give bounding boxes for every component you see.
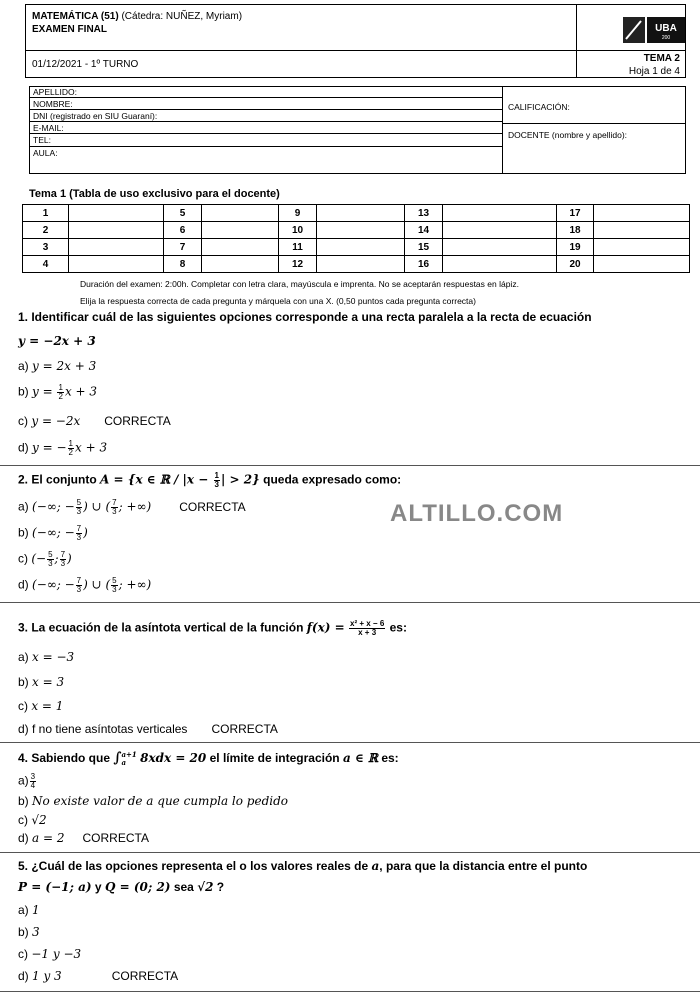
watermark: ALTILLO.COM xyxy=(390,500,564,527)
q1-option-b[interactable]: b) y = $\frac{1}{2}$ x + 3 xyxy=(18,383,98,401)
q2-statement: 2. El conjunto A = {x ∈ ℝ / |x − $\frac{1}{3}$ | > 2} queda expresado como: xyxy=(18,471,402,489)
q1-statement: 1. Identificar cuál de las siguientes opciones corresponde a una recta paralela a la recta de ecuación xyxy=(18,310,592,324)
q5-option-c[interactable]: c) −1 y −3 xyxy=(18,947,82,961)
q4-option-a[interactable]: a) $\frac{3}{4}$ xyxy=(18,772,36,790)
correct-mark: CORRECTA xyxy=(104,414,171,428)
docente-label: DOCENTE (nombre y apellido): xyxy=(508,130,628,140)
uba-logo xyxy=(623,17,685,43)
table-title: Tema 1 (Tabla de uso exclusivo para el docente) xyxy=(29,188,280,200)
q2-option-a[interactable]: a) (−∞; − $\frac{5}{3}$ ) ∪ ( $\frac{7}{3}$ ; +∞) CORRECTA xyxy=(18,498,246,516)
field-nombre: NOMBRE: xyxy=(30,99,502,110)
tema-label: TEMA 2 xyxy=(643,53,680,64)
instructions-duration: Duración del examen: 2:00h. Completar con letra clara, mayúscula e imprenta. No se aceptarán respuestas en lápiz. xyxy=(80,279,519,289)
q1-option-a[interactable]: a) y = 2x + 3 xyxy=(18,359,97,373)
grading-table xyxy=(22,204,690,273)
student-form xyxy=(29,86,686,174)
exam-header xyxy=(25,4,686,78)
instructions-answer: Elija la respuesta correcta de cada pregunta y márquela con una X. (0,50 puntos cada pregunta correcta) xyxy=(80,296,476,306)
svg-text:200: 200 xyxy=(661,35,671,41)
field-dni: DNI (registrado en SIU Guaraní): xyxy=(30,111,502,122)
q1-option-c[interactable]: c) y = −2x CORRECTA xyxy=(18,414,171,428)
q4-statement: 4. Sabiendo que ∫ a+1 a 8xdx = 20 el límite de integración a ∈ ℝ es: xyxy=(18,749,399,767)
course-title: MATEMÁTICA (51) (Cátedra: NUÑEZ, Myriam) xyxy=(32,11,243,22)
q4-option-c[interactable]: c) √2 xyxy=(18,813,47,827)
page-indicator: Hoja 1 de 4 xyxy=(628,66,680,77)
q5-option-d[interactable]: d) 1 y 3 CORRECTA xyxy=(18,969,179,983)
q5-statement: 5. ¿Cuál de las opciones representa el o los valores reales de a, para que la distancia entre el punto xyxy=(18,859,588,873)
calificacion-label: CALIFICACIÓN: xyxy=(508,102,570,112)
table-row: 3 7 11 15 19 xyxy=(23,239,690,256)
exam-date: 01/12/2021 - 1º TURNO xyxy=(32,59,139,70)
correct-mark: CORRECTA xyxy=(211,722,278,736)
q4-option-d[interactable]: d) a = 2 CORRECTA xyxy=(18,831,149,845)
exam-type: EXAMEN FINAL xyxy=(32,24,107,35)
q3-option-c[interactable]: c) x = 1 xyxy=(18,699,64,713)
field-aula: AULA: xyxy=(33,148,58,158)
q3-option-a[interactable]: a) x = −3 xyxy=(18,650,75,664)
svg-text:UBA: UBA xyxy=(655,23,677,34)
field-apellido: APELLIDO: xyxy=(30,87,502,98)
q4-option-b[interactable]: b) No existe valor de a que cumpla lo pedido xyxy=(18,794,288,808)
q3-option-b[interactable]: b) x = 3 xyxy=(18,675,65,689)
q5-option-a[interactable]: a) 1 xyxy=(18,903,40,917)
q3-statement: 3. La ecuación de la asíntota vertical de la función f(x) = $\frac{\text{x² + x − 6}}{x + 3}$ es: xyxy=(18,619,407,637)
q3-option-d[interactable]: d) f no tiene asíntotas verticales CORRECTA xyxy=(18,722,278,736)
q5-statement-line2: P = (−1; a) y Q = (0; 2) sea √2 ? xyxy=(18,880,225,894)
correct-mark: CORRECTA xyxy=(111,969,179,983)
q2-option-d[interactable]: d) (−∞; − $\frac{7}{3}$ ) ∪ ( $\frac{5}{3}$ ; +∞) xyxy=(18,576,152,594)
table-row: 2 6 10 14 18 xyxy=(23,222,690,239)
q2-option-c[interactable]: c) (− $\frac{5}{3}$ ; $\frac{7}{3}$ ) xyxy=(18,550,72,568)
correct-mark: CORRECTA xyxy=(82,831,149,845)
table-row: 1 5 9 13 17 xyxy=(23,205,690,222)
q5-option-b[interactable]: b) 3 xyxy=(18,925,40,939)
table-row: 4 8 12 16 20 xyxy=(23,256,690,273)
q1-option-d[interactable]: d) y = − $\frac{1}{2}$ x + 3 xyxy=(18,439,108,457)
field-email: E-MAIL: xyxy=(30,123,502,134)
q2-option-b[interactable]: b) (−∞; − $\frac{7}{3}$ ) xyxy=(18,524,88,542)
q1-equation: y = −2x + 3 xyxy=(18,334,96,348)
field-tel: TEL: xyxy=(30,135,502,147)
correct-mark: CORRECTA xyxy=(179,499,246,514)
